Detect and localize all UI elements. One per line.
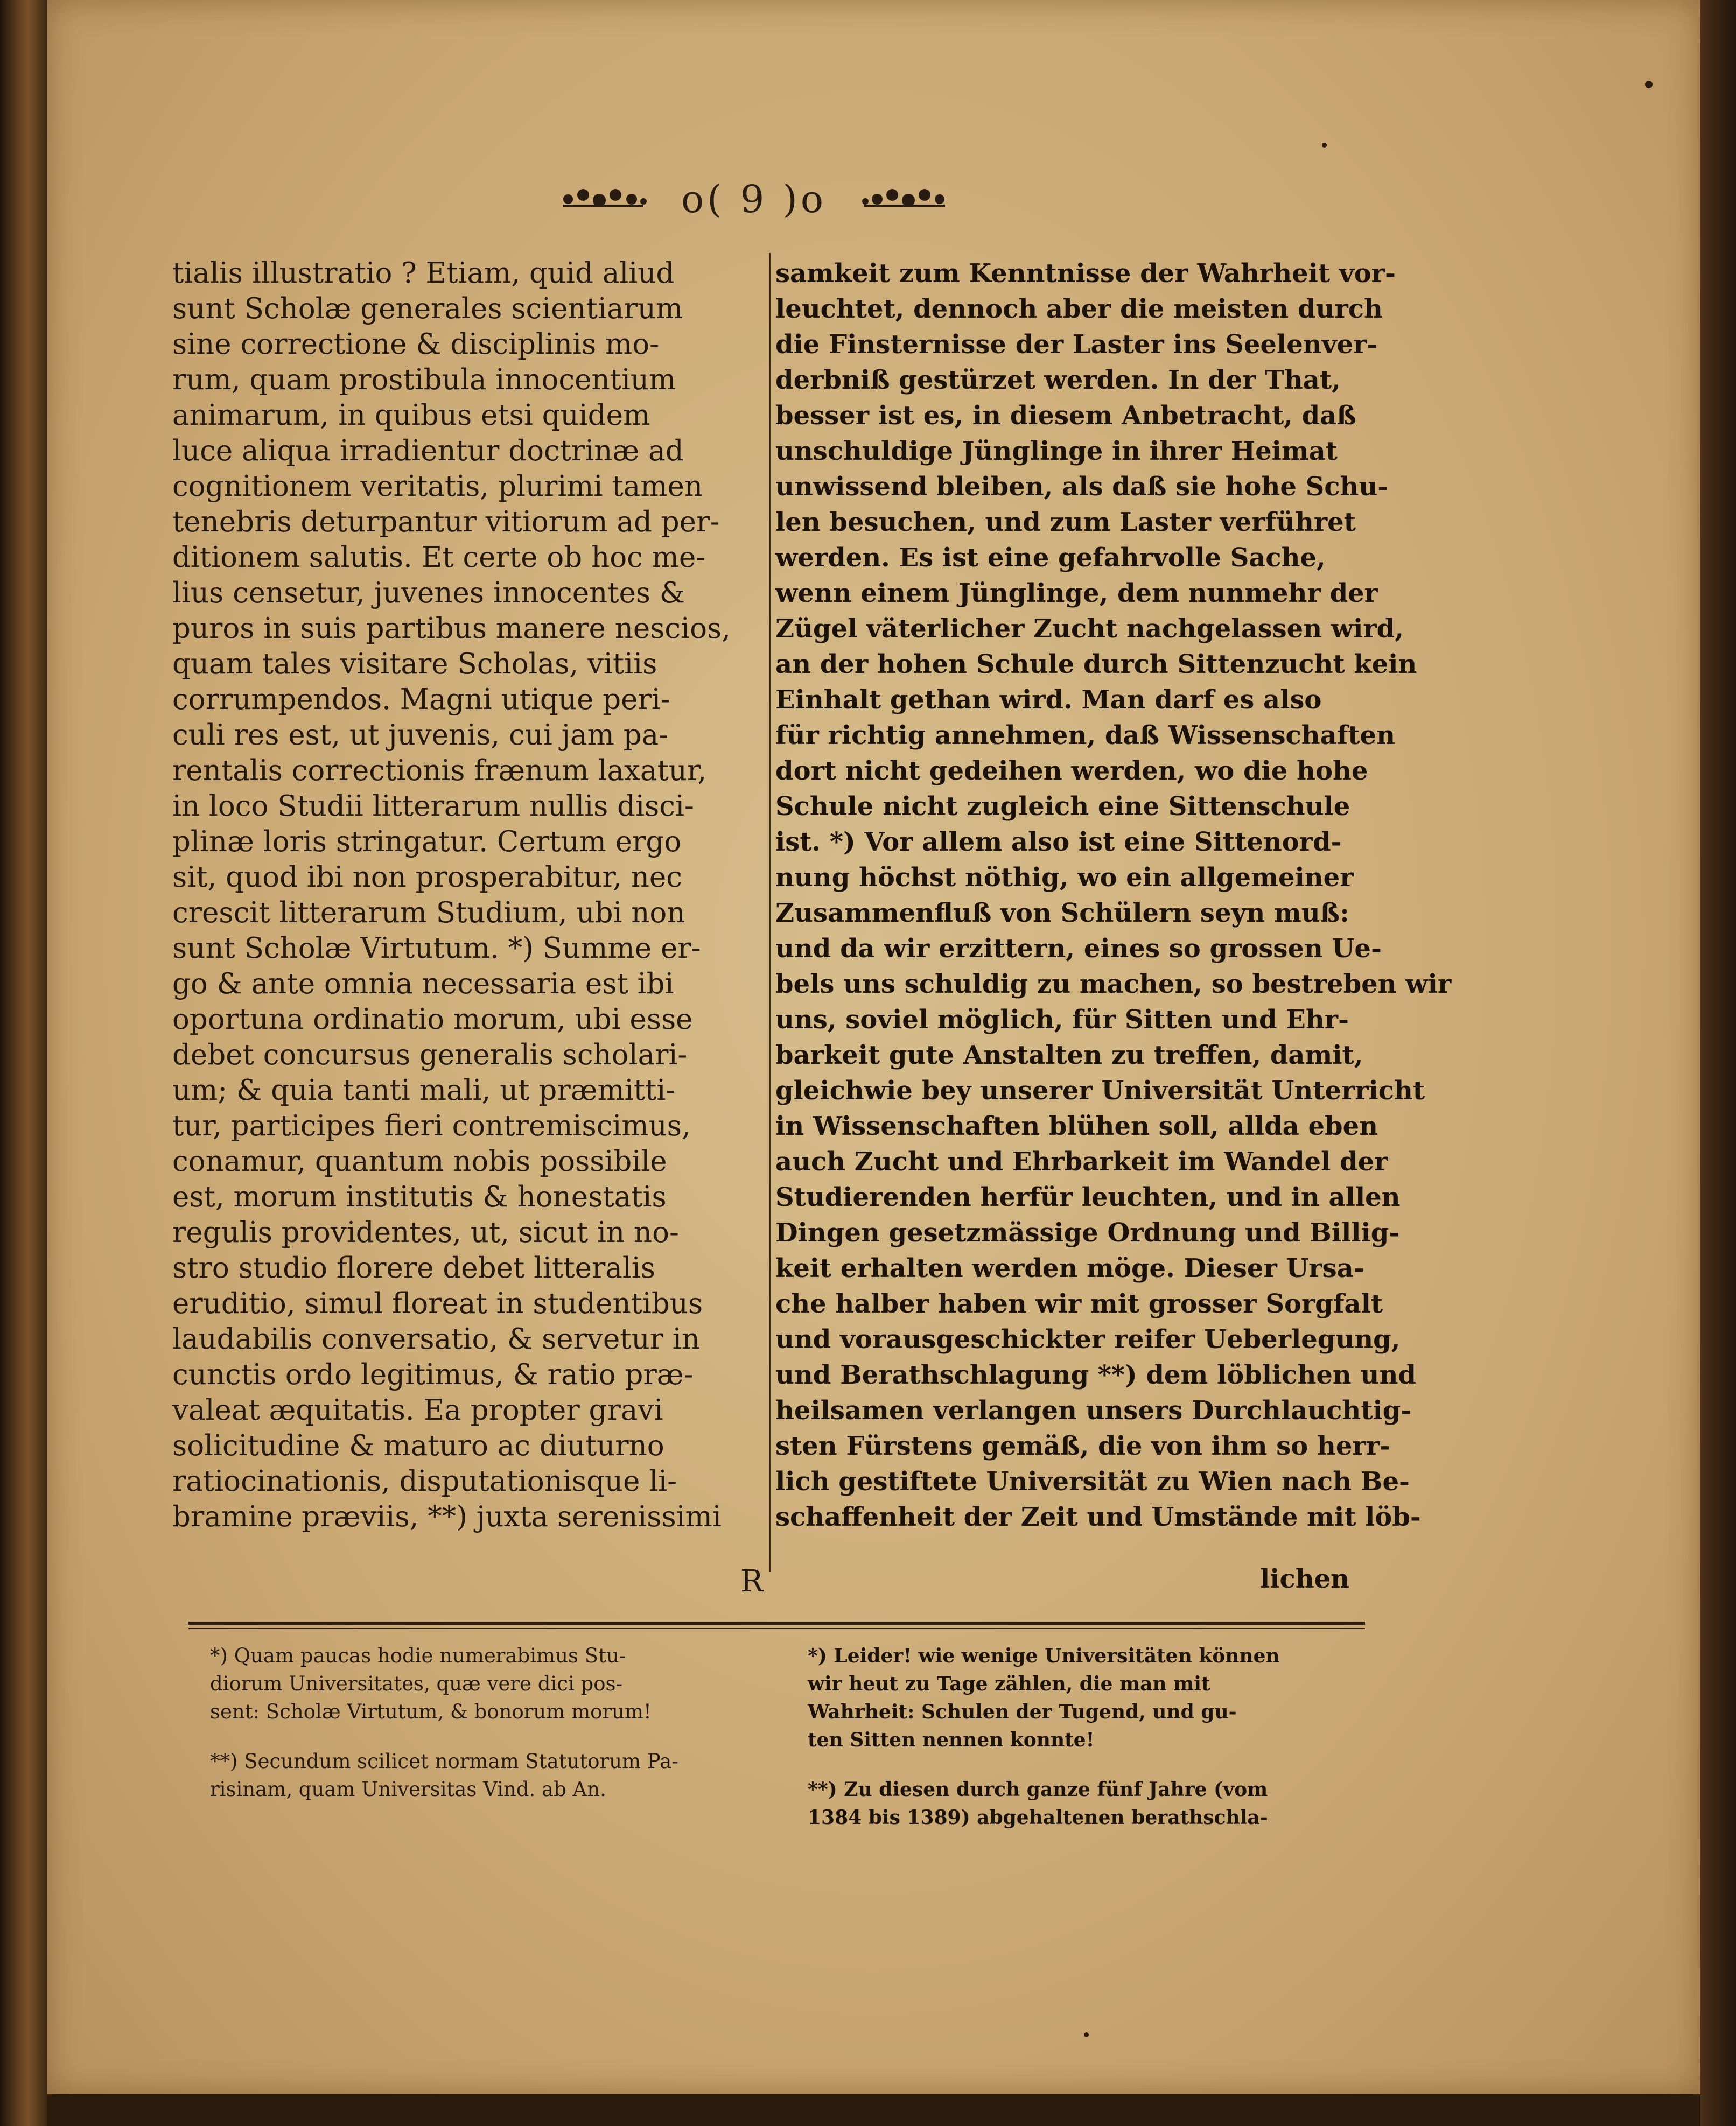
footnote-line: **) Zu diesen durch ganze fünf Jahre (vom — [808, 1778, 1268, 1801]
footnote-rule-thin — [188, 1628, 1365, 1629]
latin-text-line: lius censetur, juvenes innocentes & — [172, 577, 685, 609]
latin-text-line: tialis illustratio ? Etiam, quid aliud — [172, 257, 675, 290]
latin-text-line: stro studio florere debet litteralis — [172, 1252, 655, 1285]
german-text-line: schaffenheit der Zeit und Umstände mit löb- — [775, 1502, 1421, 1532]
german-text-line: dort nicht gedeihen werden, wo die hohe — [775, 756, 1368, 786]
latin-text-line: quam tales visitare Scholas, vitiis — [172, 648, 657, 680]
german-text-line: wenn einem Jünglinge, dem nunmehr der — [775, 578, 1378, 608]
german-text-line: unwissend bleiben, als daß sie hohe Schu- — [775, 472, 1389, 502]
german-text-line: in Wissenschaften blühen soll, allda eben — [775, 1111, 1378, 1141]
german-text-line: keit erhalten werden möge. Dieser Ursa- — [775, 1253, 1364, 1283]
latin-text-line: laudabilis conversatio, & servetur in — [172, 1323, 700, 1356]
latin-text-line: tur, participes fieri contremiscimus, — [172, 1110, 691, 1142]
german-text-line: len besuchen, und zum Laster verführet — [775, 507, 1356, 537]
latin-text-line: sunt Scholæ generales scientiarum — [172, 292, 683, 325]
german-text-line: Zusammenfluß von Schülern seyn muß: — [775, 898, 1349, 928]
german-text-line: gleichwie bey unserer Universität Unterricht — [775, 1076, 1425, 1106]
latin-text-line: valeat æquitatis. Ea propter gravi — [172, 1394, 663, 1427]
german-column — [775, 256, 1452, 1535]
german-text-line: besser ist es, in diesem Anbetracht, daß — [775, 401, 1356, 431]
footnote-line: sent: Scholæ Virtutum, & bonorum morum! — [210, 1700, 652, 1723]
right-ornament-icon — [859, 183, 950, 215]
german-text-line: für richtig annehmen, daß Wissenschaften — [775, 720, 1395, 750]
german-text-line: Schule nicht zugleich eine Sittenschule — [775, 791, 1350, 822]
latin-text-line: cognitionem veritatis, plurimi tamen — [172, 470, 703, 503]
footnote-line: *) Leider! wie wenige Universitäten können — [808, 1645, 1280, 1667]
page-edge-bottom — [47, 2094, 1700, 2126]
latin-footnote — [210, 1642, 792, 1726]
german-text-line: uns, soviel möglich, für Sitten und Ehr- — [775, 1005, 1349, 1035]
footnote-line: wir heut zu Tage zählen, die man mit — [808, 1673, 1210, 1695]
latin-text-line: corrumpendos. Magni utique peri- — [172, 683, 670, 716]
latin-text-line: um; & quia tanti mali, ut præmitti- — [172, 1074, 676, 1107]
footnote-line: **) Secundum scilicet normam Statutorum Pa- — [210, 1750, 678, 1773]
latin-text-line: oportuna ordinatio morum, ubi esse — [172, 1003, 693, 1036]
latin-text-line: ditionem salutis. Et certe ob hoc me- — [172, 541, 706, 574]
page-header — [533, 175, 975, 223]
german-footnote — [808, 1776, 1373, 1832]
german-text-line: und Berathschlagung **) dem löblichen und — [775, 1360, 1416, 1390]
latin-text-line: crescit litterarum Studium, ubi non — [172, 896, 685, 929]
latin-text-line: plinæ loris stringatur. Certum ergo — [172, 825, 682, 858]
german-text-line: nung höchst nöthig, wo ein allgemeiner — [775, 862, 1354, 893]
column-divider — [769, 253, 771, 1572]
german-text-line: che halber haben wir mit grosser Sorgfalt — [775, 1289, 1383, 1319]
german-text-line: und da wir erzittern, eines so grossen Ue- — [775, 934, 1382, 964]
latin-text-line: puros in suis partibus manere nescios, — [172, 612, 731, 645]
latin-text-line: rentalis correctionis frænum laxatur, — [172, 754, 707, 787]
german-text-line: samkeit zum Kenntnisse der Wahrheit vor- — [775, 258, 1396, 289]
latin-text-line: tenebris deturpantur vitiorum ad per- — [172, 506, 720, 538]
german-catchword: lichen — [1260, 1564, 1350, 1594]
latin-text-line: debet concursus generalis scholari- — [172, 1039, 688, 1071]
german-footnote — [808, 1642, 1373, 1754]
footnote-line: Wahrheit: Schulen der Tugend, und gu- — [808, 1701, 1237, 1723]
book-binding — [0, 0, 47, 2126]
latin-text-line: go & ante omnia necessaria est ibi — [172, 967, 674, 1000]
footnote-rule — [188, 1622, 1365, 1625]
latin-text-line: regulis providentes, ut, sicut in no- — [172, 1216, 679, 1249]
german-text-line: auch Zucht und Ehrbarkeit im Wandel der — [775, 1147, 1388, 1177]
latin-text-line: bramine præviis, **) juxta serenissimi — [172, 1500, 722, 1533]
german-text-line: Zügel väterlicher Zucht nachgelassen wird, — [775, 614, 1404, 644]
german-text-line: werden. Es ist eine gefahrvolle Sache, — [775, 543, 1326, 573]
left-ornament-icon — [557, 183, 649, 215]
german-text-line: ist. *) Vor allem also ist eine Sittenord- — [775, 827, 1342, 857]
german-text-line: an der hohen Schule durch Sittenzucht kein — [775, 649, 1417, 679]
latin-text-line: animarum, in quibus etsi quidem — [172, 399, 650, 432]
german-text-line: unschuldige Jünglinge in ihrer Heimat — [775, 436, 1338, 466]
german-text-line: barkeit gute Anstalten zu treffen, damit, — [775, 1040, 1363, 1070]
german-text-line: lich gestiftete Universität zu Wien nach Be- — [775, 1467, 1410, 1497]
german-text-line: und vorausgeschickter reifer Ueberlegung, — [775, 1324, 1401, 1355]
latin-text-line: sunt Scholæ Virtutum. *) Summe er- — [172, 932, 701, 965]
german-text-line: die Finsternisse der Laster ins Seelenver- — [775, 329, 1378, 360]
latin-text-line: solicitudine & maturo ac diuturno — [172, 1429, 664, 1462]
latin-text-line: sine correctione & disciplinis mo- — [172, 328, 660, 361]
latin-text-line: est, morum institutis & honestatis — [172, 1181, 667, 1213]
page-number: o( 9 )o — [681, 177, 827, 221]
latin-text-line: ratiocinationis, disputationisque li- — [172, 1465, 677, 1498]
german-text-line: bels uns schuldig zu machen, so bestreben wir — [775, 969, 1452, 999]
latin-column — [172, 256, 765, 1535]
german-footnotes — [808, 1642, 1373, 1853]
page-edge-right — [1700, 0, 1736, 2126]
ink-spot — [1084, 2032, 1089, 2037]
german-text-line: sten Fürstens gemäß, die von ihm so herr- — [775, 1431, 1390, 1461]
latin-catchword: R — [740, 1564, 764, 1599]
german-text-line: heilsamen verlangen unsers Durchlauchtig- — [775, 1395, 1412, 1426]
german-text-line: Studierenden herfür leuchten, und in allen — [775, 1182, 1401, 1212]
footnote-line: *) Quam paucas hodie numerabimus Stu- — [210, 1644, 626, 1667]
latin-text-line: eruditio, simul floreat in studentibus — [172, 1287, 703, 1320]
german-text-line: Einhalt gethan wird. Man darf es also — [775, 685, 1322, 715]
latin-text-line: in loco Studii litterarum nullis disci- — [172, 790, 694, 823]
latin-text-line: luce aliqua irradientur doctrinæ ad — [172, 434, 684, 467]
latin-text-line: rum, quam prostibula innocentium — [172, 363, 676, 396]
german-text-line: derbniß gestürzet werden. In der That, — [775, 365, 1341, 395]
footnote-line: 1384 bis 1389) abgehaltenen berathschla- — [808, 1806, 1268, 1829]
german-text-line: Dingen gesetzmässige Ordnung und Billig- — [775, 1218, 1400, 1248]
footnote-line: ten Sitten nennen konnte! — [808, 1729, 1095, 1751]
ink-spot — [1645, 81, 1653, 88]
german-text-line: leuchtet, dennoch aber die meisten durch — [775, 294, 1383, 324]
latin-text-line: sit, quod ibi non prosperabitur, nec — [172, 861, 682, 894]
ink-spot — [1322, 143, 1327, 148]
latin-text-line: cunctis ordo legitimus, & ratio præ- — [172, 1358, 694, 1391]
latin-footnote — [210, 1748, 792, 1804]
latin-text-line: conamur, quantum nobis possibile — [172, 1145, 667, 1178]
footnote-line: risinam, quam Universitas Vind. ab An. — [210, 1778, 606, 1801]
latin-footnotes — [210, 1642, 792, 1825]
footnote-line: diorum Universitates, quæ vere dici pos- — [210, 1672, 622, 1695]
latin-text-line: culi res est, ut juvenis, cui jam pa- — [172, 719, 669, 752]
